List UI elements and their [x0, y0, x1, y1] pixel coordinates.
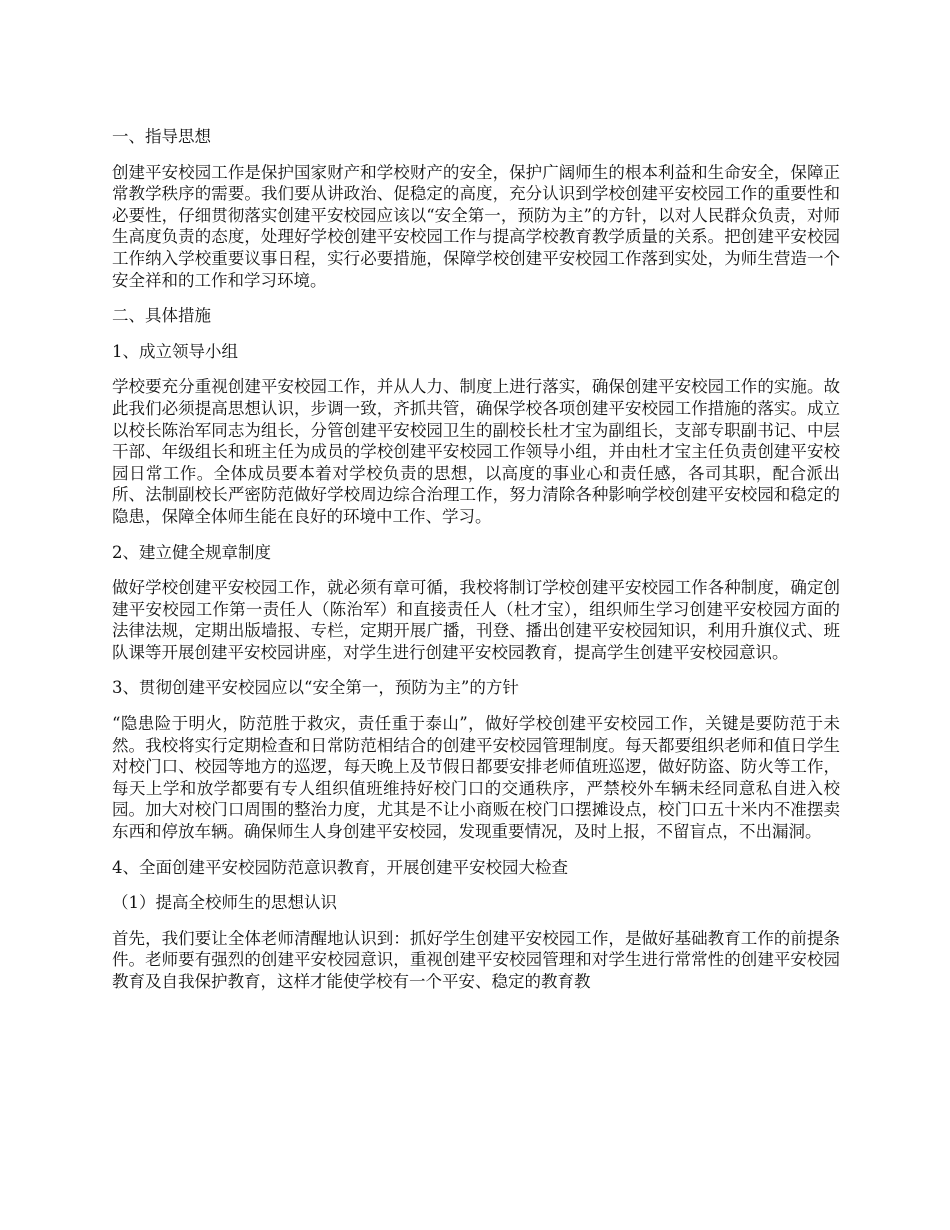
- paragraph-guiding-thought: 创建平安校园工作是保护国家财产和学校财产的安全，保护广阔师生的根本利益和生命安全，保障正常教学秩序的需要。我们要从讲政治、促稳定的高度，充分认识到学校创建平安校园工作的重要性和必要性，仔细贯彻落实创建平安校园应该以“安全第一，预防为主”的方针，以对人民群众负责，对师生高度负责的态度，处理好学校创建平安校园工作与提高学校教育教学质量的关系。把创建平安校园工作纳入学校重要议事日程，实行必要措施，保障学校创建平安校园工作落到实处，为师生营造一个安全祥和的工作和学习环境。: [112, 162, 840, 290]
- heading-rules-system: 2、建立健全规章制度: [112, 542, 271, 562]
- paragraph-safety-first: “隐患险于明火，防范胜于救灾，责任重于泰山”，做好学校创建平安校园工作，关键是要防范于未然。我校将实行定期检查和日常防范相结合的创建平安校园管理制度。每天都要组织老师和值日学生对校门口、校园等地方的巡逻，每天晚上及节假日都要安排老师值班巡逻，做好防盗、防火等工作，每天上学和放学都要有专人组织值班维持好校门口的交通秩序，严禁校外车辆未经同意私自进入校园。加大对校门口周围的整治力度，尤其是不让小商贩在校门口摆摊设点，校门口五十米内不准摆卖东西和停放车辆。确保师生人身创建平安校园，发现重要情况，及时上报，不留盲点，不出漏洞。: [112, 714, 840, 842]
- document-page: [112, 126, 840, 1007]
- heading-improve-awareness: （1）提高全校师生的思想认识: [112, 893, 337, 913]
- heading-specific-measures: 二、具体措施: [112, 306, 211, 326]
- heading-guiding-thought: 一、指导思想: [112, 127, 211, 146]
- paragraph-improve-awareness: 首先，我们要让全体老师清醒地认识到：抓好学生创建平安校园工作，是做好基础教育工作的前提条件。老师要有强烈的创建平安校园意识，重视创建平安校园管理和对学生进行常常性的创建平安校园教育及自我保护教育，这样才能使学校有一个平安、稳定的教育教: [112, 928, 840, 991]
- heading-leadership-group: 1、成立领导小组: [112, 341, 238, 361]
- heading-awareness-education: 4、全面创建平安校园防范意识教育，开展创建平安校园大检查: [112, 857, 568, 877]
- paragraph-rules-system: 做好学校创建平安校园工作，就必须有章可循，我校将制订学校创建平安校园工作各种制度，确定创建平安校园工作第一责任人（陈治军）和直接责任人（杜才宝），组织师生学习创建平安校园方面的法律法规，定期出版墙报、专栏，定期开展广播，刊登、播出创建平安校园知识，利用升旗仪式、班队课等开展创建平安校园讲座，对学生进行创建平安校园教育，提高学生创建平安校园意识。: [112, 578, 840, 662]
- paragraph-leadership-group: 学校要充分重视创建平安校园工作，并从人力、制度上进行落实，确保创建平安校园工作的实施。故此我们必须提高思想认识，步调一致，齐抓共管，确保学校各项创建平安校园工作措施的落实。成立以校长陈治军同志为组长，分管创建平安校园卫生的副校长杜才宝为副组长，支部专职副书记、中层干部、年级组长和班主任为成员的学校创建平安校园工作领导小组，并由杜才宝主任负责创建平安校园日常工作。全体成员要本着对学校负责的思想，以高度的事业心和责任感，各司其职，配合派出所、法制副校长严密防范做好学校周边综合治理工作，努力清除各种影响学校创建平安校园和稳定的隐患，保障全体师生能在良好的环境中工作、学习。: [112, 377, 840, 526]
- heading-safety-first: 3、贯彻创建平安校园应以“安全第一，预防为主”的方针: [112, 678, 519, 698]
